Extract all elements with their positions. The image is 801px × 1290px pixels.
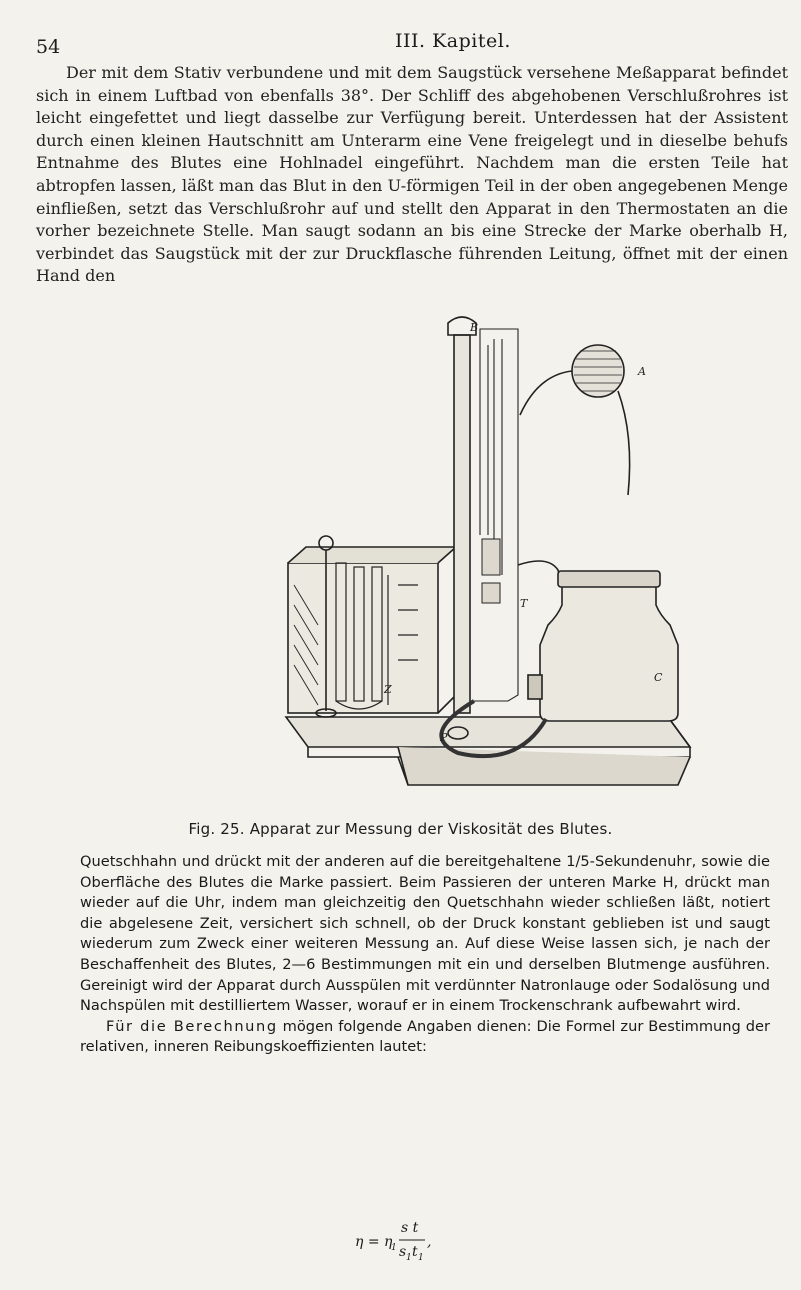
formula-den-s: s — [399, 1244, 407, 1260]
formula-numerator: s t — [401, 1220, 419, 1236]
label-b: B — [470, 321, 479, 334]
stand-rod — [454, 335, 470, 713]
formula-lhs-sub: 1 — [391, 1243, 397, 1253]
label-a: A — [638, 365, 646, 378]
running-header-chapter: III. Kapitel. — [395, 30, 511, 52]
formula-den-sub2: 1 — [418, 1253, 424, 1263]
paragraph-bottom — [80, 852, 770, 1058]
formula-den-sub1: 1 — [406, 1253, 412, 1263]
pressure-bulb-a — [520, 345, 630, 495]
berechnung-heading: Für die Berechnung — [106, 1017, 278, 1035]
berechnung-text: mögen folgende Angaben dienen: Die Formel zur Bestimmung der relativen, inneren Reibungskoeffizienten lautet: — [80, 1017, 770, 1056]
page-number: 54 — [36, 36, 61, 58]
label-c: C — [654, 671, 663, 684]
paragraph-berechnung — [80, 1017, 770, 1058]
paragraph-procedure: Quetschhahn und drückt mit der anderen auf die bereitgehaltene 1/5-Sekundenuhr, sowie die Oberfläche des Blutes die Marke passiert. Beim Passieren der unteren Marke H, drückt man wieder auf die Uhr, indem man gleichzeitig den Quetschhahn wieder schließen läßt, notiert die abgelesene Zeit, versichert sich schnell, ob der Druck konstant geblieben ist und saugt wiederum zum Zweck einer weiteren Messung an. Auf diese Weise lassen sich, je nach der Beschaffenheit des Blutes, 2—6 Bestimmungen mit ein und derselben Blutmenge ausführen. Gereinigt wird der Apparat durch Ausspülen mit verdünnter Natronlauge oder Sodalösung und Nachspülen mit destilliertem Wasser, worauf er in einem Trockenschrank aufbewahrt wird. — [80, 853, 770, 1015]
formula-den-t: t — [412, 1244, 418, 1260]
label-z: Z — [384, 683, 392, 696]
label-t: T — [520, 597, 528, 610]
pressure-bottle-c — [540, 571, 678, 721]
formula-lhs: η = η — [355, 1234, 393, 1250]
formula-trail: , — [427, 1234, 432, 1250]
apparatus-figure — [258, 315, 698, 807]
label-p: P — [440, 731, 448, 744]
figure-caption: Fig. 25. Apparat zur Messung der Viskosität des Blutes. — [188, 820, 613, 838]
viscosity-formula — [355, 1218, 465, 1270]
paragraph-top: Der mit dem Stativ verbundene und mit dem Saugstück versehene Meßapparat befindet sich in einem Luftbad von ebenfalls 38°. Der Schliff des abgehobenen Verschlußrohres ist leicht eingefettet und liegt dasselbe zur Verfügung bereit. Unterdessen hat der Assistent durch einen kleinen Hautschnitt am Unterarm eine Vene freigelegt und in dieselbe behufs Entnahme des Blutes eine Hohlnadel eingeführt. Nachdem man die ersten Teile hat abtropfen lassen, läßt man das Blut in den U-förmigen Teil in der oben angegebenen Menge einfließen, setzt das Verschlußrohr auf und stellt den Apparat in den Thermostaten an die vorher bezeichnete Stelle. Man saugt sodann an bis eine Strecke der Marke oberhalb H, verbindet das Saugstück mit der zur Druckflasche führenden Leitung, öffnet mit der einen Hand den — [36, 63, 788, 286]
